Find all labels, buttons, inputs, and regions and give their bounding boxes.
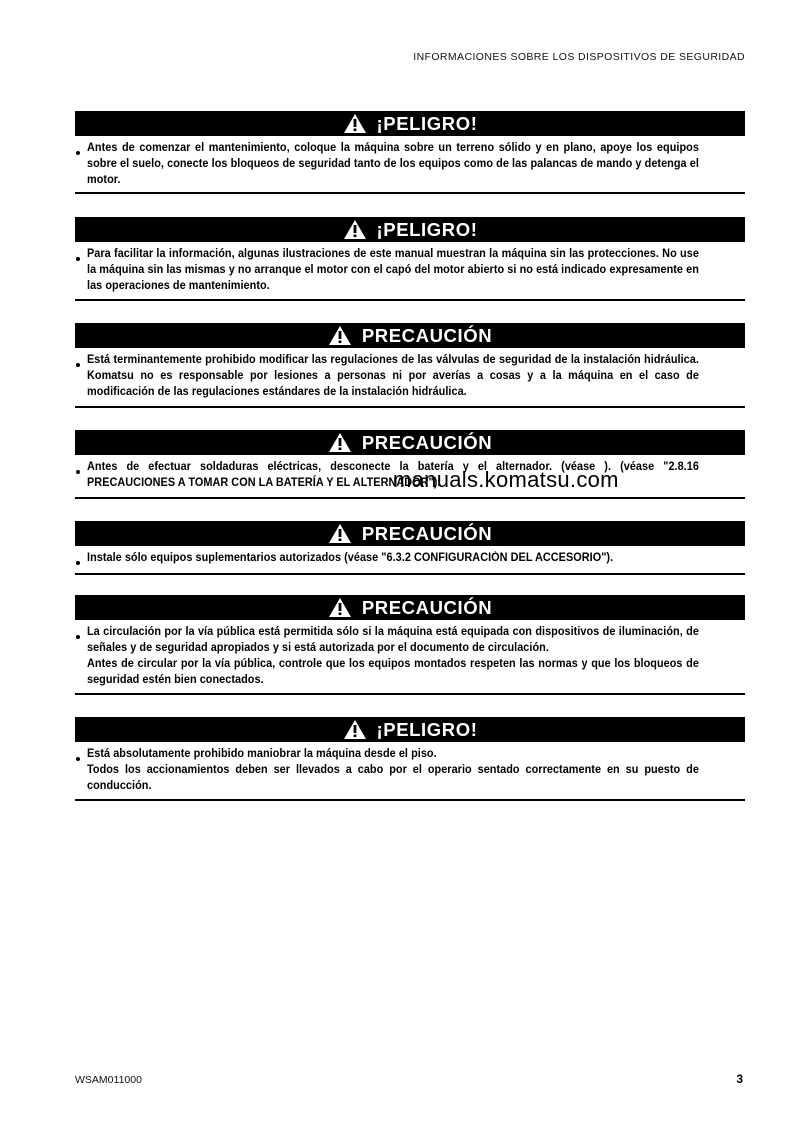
notice-text <box>87 550 699 566</box>
notice-banner <box>75 717 745 742</box>
document-code: WSAM011000 <box>75 1074 142 1086</box>
bullet-icon <box>75 140 87 157</box>
notice-paragraph: Está absolutamente prohibido maniobrar la máquina desde el piso. <box>87 747 437 760</box>
notice-level-label: PRECAUCIÓN <box>361 432 493 453</box>
notice-body <box>75 620 745 688</box>
notice-paragraph: Antes de efectuar soldaduras eléctricas, desconecte la batería y el alternador. (véase ). (véase "2.8.16 PRECAUCIONES A TOMAR CON LA BATERÍA Y EL ALTERNADOR"). <box>87 460 699 489</box>
warning-triangle-icon <box>328 432 352 453</box>
section-divider <box>75 192 745 194</box>
notice-body <box>75 742 745 794</box>
notice-body <box>75 348 745 400</box>
notice-banner <box>75 521 745 546</box>
section-divider <box>75 799 745 801</box>
notice-text <box>87 746 699 794</box>
page-number: 3 <box>736 1072 743 1086</box>
notice-paragraph: Todos los accionamientos deben ser llevados a cabo por el operario sentado correctamente en su puesto de conducción. <box>87 763 699 792</box>
notice-paragraph: La circulación por la vía pública está permitida sólo si la máquina está equipada con dispositivos de iluminación, de señales y de seguridad apropiados y si está autorizada por el documento de circulación. <box>87 625 699 654</box>
warning-triangle-icon <box>328 325 352 346</box>
notice-body <box>75 242 745 294</box>
notice-paragraph: Instale sólo equipos suplementarios autorizados (véase "6.3.2 CONFIGURACIÓN DEL ACCESORIO"). <box>87 551 614 564</box>
notice-level-label: ¡PELIGRO! <box>376 219 478 240</box>
safety-notice-caution-3 <box>75 521 745 567</box>
warning-triangle-icon <box>328 523 352 544</box>
notice-text <box>87 246 699 294</box>
running-header: INFORMACIONES SOBRE LOS DISPOSITIVOS DE SEGURIDAD <box>413 51 745 63</box>
notice-paragraph: Para facilitar la información, algunas ilustraciones de este manual muestran la máquina sin las protecciones. No use la máquina sin las mismas y no arranque el motor con el capó del motor abierto si no está indicado expresamente en las operaciones de mantenimiento. <box>87 247 699 292</box>
safety-notice-caution-1 <box>75 323 745 400</box>
notice-paragraph: Antes de circular por la vía pública, controle que los equipos montados respeten las normas y que los bloqueos de seguridad estén bien conectados. <box>87 657 699 686</box>
section-divider <box>75 299 745 301</box>
notice-text <box>87 140 699 188</box>
warning-triangle-icon <box>343 719 367 740</box>
section-divider <box>75 497 745 499</box>
notice-body <box>75 546 745 567</box>
safety-notice-danger-3 <box>75 717 745 794</box>
notice-banner <box>75 217 745 242</box>
safety-notice-danger-2 <box>75 217 745 294</box>
bullet-icon <box>75 246 87 263</box>
bullet-icon <box>75 352 87 369</box>
section-divider <box>75 406 745 408</box>
notice-level-label: PRECAUCIÓN <box>361 325 493 346</box>
notice-level-label: PRECAUCIÓN <box>361 597 493 618</box>
warning-triangle-icon <box>343 219 367 240</box>
bullet-icon <box>75 746 87 763</box>
notice-text <box>87 352 699 400</box>
warning-triangle-icon <box>343 113 367 134</box>
bullet-icon <box>75 459 87 476</box>
notice-level-label: PRECAUCIÓN <box>361 523 493 544</box>
notice-banner <box>75 111 745 136</box>
notice-text <box>87 624 699 688</box>
notice-level-label: ¡PELIGRO! <box>376 719 478 740</box>
section-divider <box>75 573 745 575</box>
bullet-icon <box>75 624 87 641</box>
watermark-text: manuals.komatsu.com <box>393 467 619 492</box>
bullet-icon <box>75 550 87 567</box>
notice-paragraph: Está terminantemente prohibido modificar las regulaciones de las válvulas de seguridad de la instalación hidráulica. Komatsu no es responsable por lesiones a personas ni por averías a cosas y a la máquina en el caso de modificación de las regulaciones estándares de la instalación hidráulica. <box>87 353 699 398</box>
section-divider <box>75 693 745 695</box>
notice-paragraph: Antes de comenzar el mantenimiento, coloque la máquina sobre un terreno sólido y en plano, apoye los equipos sobre el suelo, conecte los bloqueos de seguridad tanto de los equipos como de las palancas de mando y detenga el motor. <box>87 141 699 186</box>
notice-banner <box>75 323 745 348</box>
notice-banner <box>75 595 745 620</box>
warning-triangle-icon <box>328 597 352 618</box>
notice-banner <box>75 430 745 455</box>
notice-level-label: ¡PELIGRO! <box>376 113 478 134</box>
safety-notice-danger-1 <box>75 111 745 188</box>
notice-body <box>75 136 745 188</box>
safety-notice-caution-4 <box>75 595 745 688</box>
